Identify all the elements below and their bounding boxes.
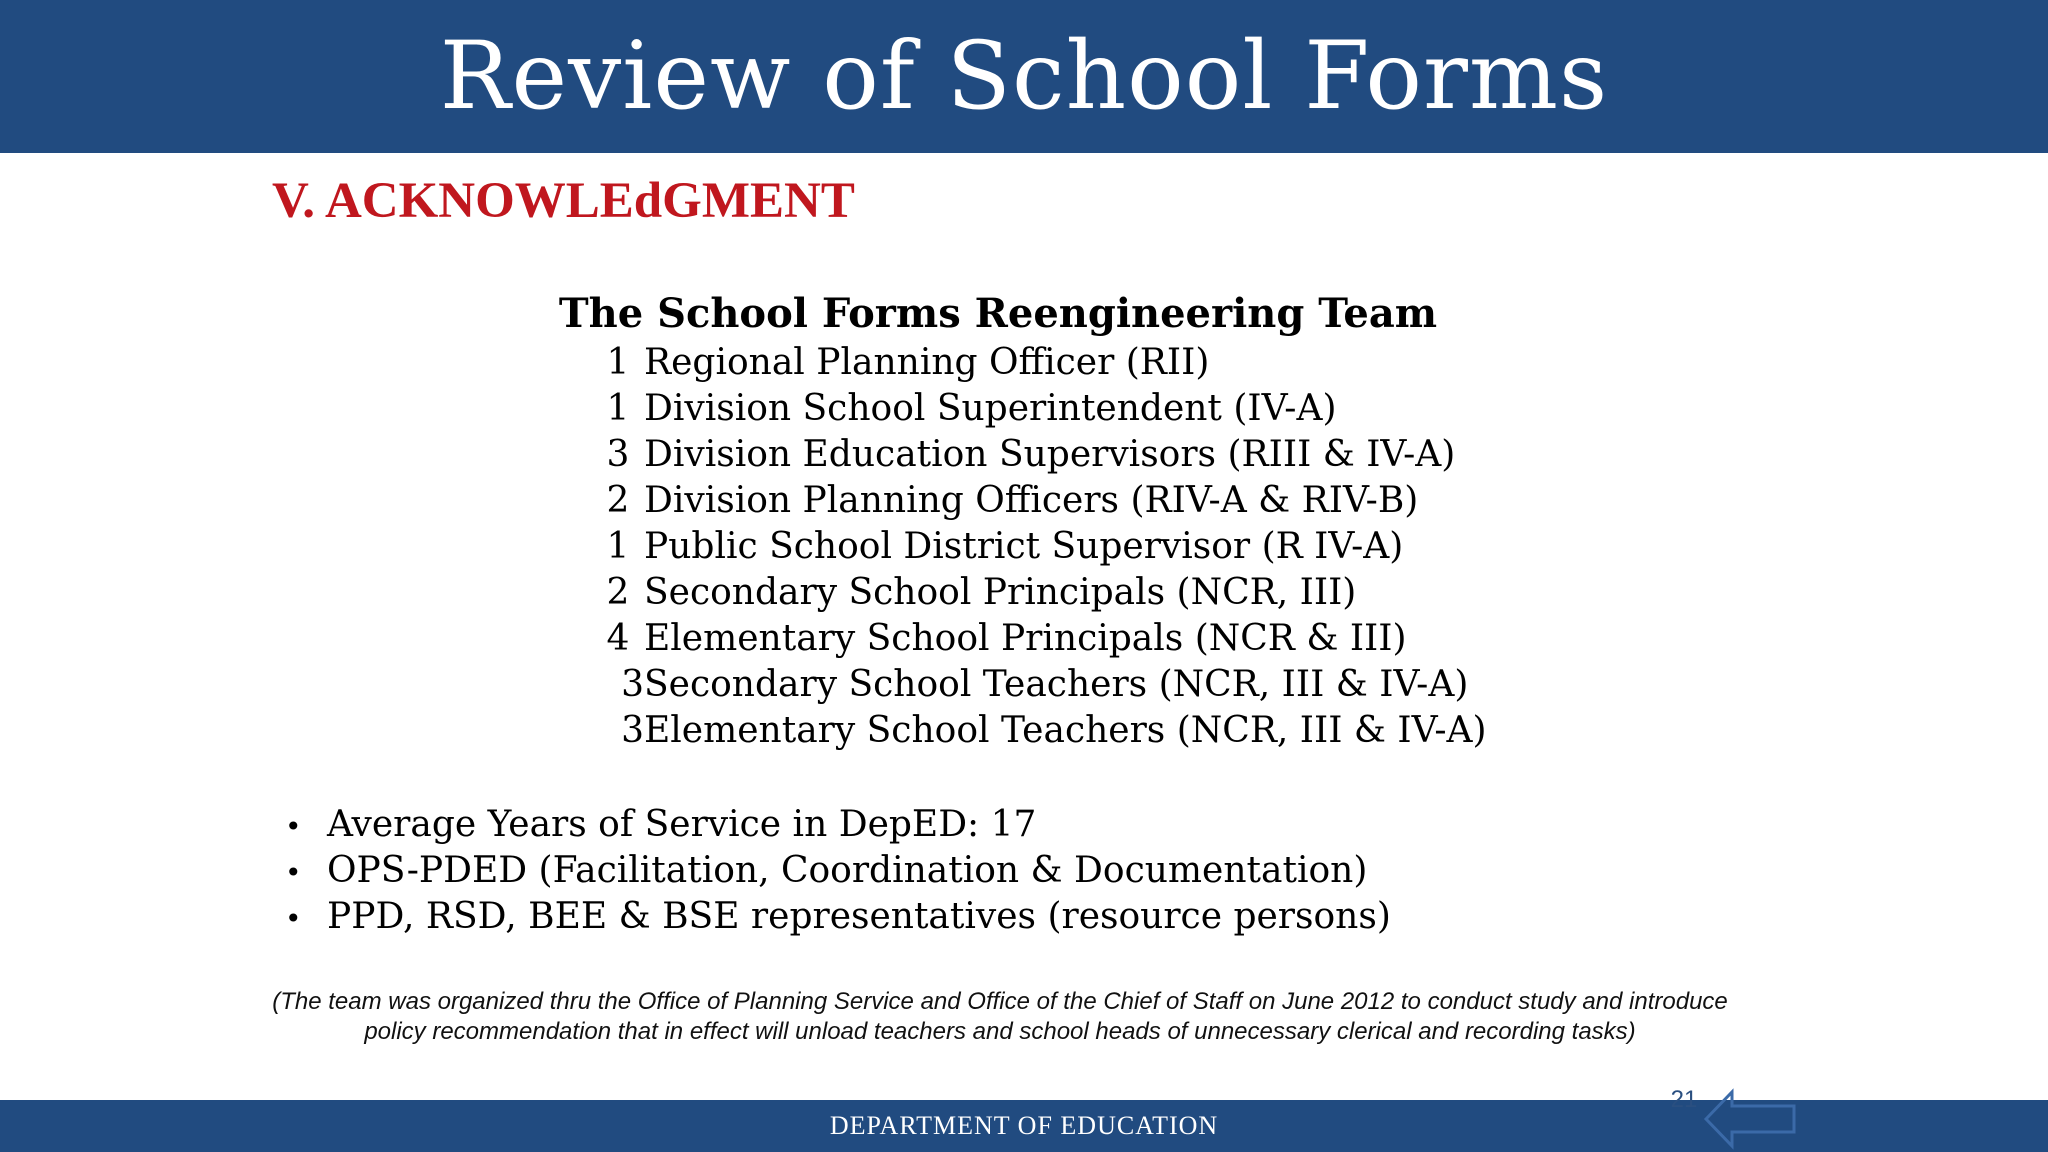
slide-title: Review of School Forms (439, 22, 1609, 131)
left-arrow-icon[interactable] (1702, 1086, 1798, 1152)
member-role: Public School District Supervisor (R IV-A) (644, 526, 1404, 567)
bullet-text: PPD, RSD, BEE & BSE representatives (resource persons) (327, 896, 1391, 937)
member-role: Division Planning Officers (RIV-A & RIV-B) (644, 480, 1419, 521)
member-role: Regional Planning Officer (RII) (644, 342, 1210, 383)
team-member-item (592, 340, 1487, 386)
team-title-text: The School Forms Reengineering Team (558, 290, 1438, 337)
section-heading: V. ACKNOWLEdGMENT (272, 173, 855, 229)
member-count: 1 (606, 342, 630, 383)
member-count: 3 (606, 434, 630, 475)
member-role: Elementary School Teachers (NCR, III & IV-A) (644, 710, 1487, 751)
member-count: 2 (606, 480, 630, 521)
bullet-item (285, 848, 1391, 894)
bullet-text: Average Years of Service in DepED: 17 (327, 804, 1037, 845)
team-member-item (592, 432, 1487, 478)
team-member-item (592, 616, 1487, 662)
team-member-item (592, 524, 1487, 570)
team-member-item (592, 708, 1487, 754)
member-role: Division School Superintendent (IV-A) (644, 388, 1337, 429)
member-role: Secondary School Principals (NCR, III) (644, 572, 1357, 613)
bullet-item (285, 802, 1391, 848)
member-role: Division Education Supervisors (RIII & IV-A) (644, 434, 1456, 475)
member-count: 1 (606, 388, 630, 429)
team-member-item (592, 570, 1487, 616)
bullet-item (285, 894, 1391, 940)
bullet-icon: • (285, 902, 302, 935)
member-role: Secondary School Teachers (NCR, III & IV-A) (644, 664, 1469, 705)
page-number: 21 (1670, 1086, 1698, 1113)
department-name: DEPARTMENT OF EDUCATION (829, 1111, 1219, 1140)
team-member-item (592, 478, 1487, 524)
member-count: 1 (606, 526, 630, 567)
bullet-icon: • (285, 810, 302, 843)
member-count: 2 (606, 572, 630, 613)
summary-bullet-list (285, 802, 1391, 940)
member-role: Elementary School Principals (NCR & III) (644, 618, 1407, 659)
team-member-item (592, 386, 1487, 432)
bullet-text: OPS-PDED (Facilitation, Coordination & Documentation) (327, 850, 1368, 891)
member-count: 3 (621, 710, 644, 751)
team-member-item (592, 662, 1487, 708)
member-count: 3 (621, 664, 644, 705)
member-count: 4 (606, 618, 630, 659)
footnote: (The team was organized thru the Office of Planning Service and Office of the Chief of Staff on June 2012 to conduct study and introduce policy recommendation that in effect will unload teachers and school heads of unnecessary clerical and recording tasks) (272, 988, 1728, 1045)
team-member-list (592, 340, 1487, 754)
team-title (0, 290, 2048, 337)
bullet-icon: • (285, 856, 302, 889)
